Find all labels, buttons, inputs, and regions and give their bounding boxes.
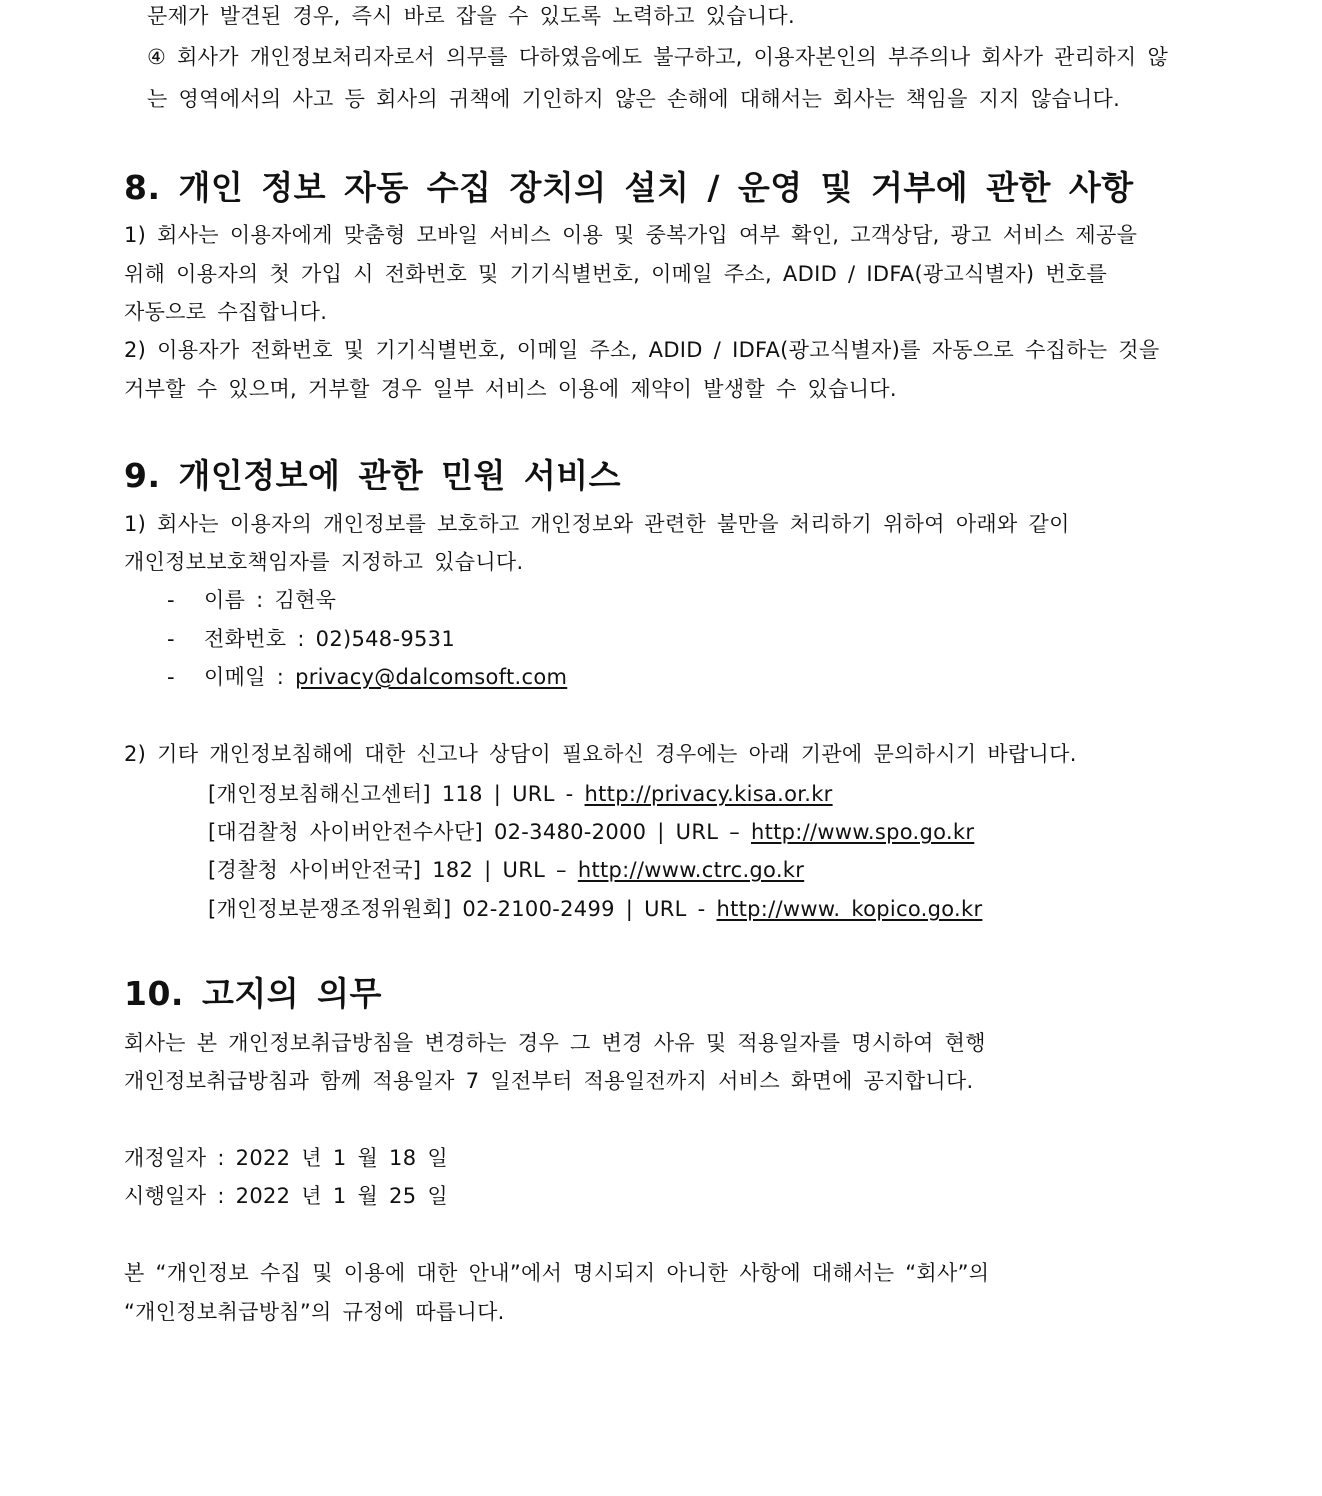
section10-line-1: 회사는 본 개인정보취급방침을 변경하는 경우 그 변경 사유 및 적용일자를 명시하여 현행 xyxy=(124,1031,986,1055)
section8-line-4: 2) 이용자가 전화번호 및 기기식별번호, 이메일 주소, ADID / IDFA(광고식별자)를 자동으로 수집하는 것을 xyxy=(124,338,1160,362)
section7-line-2: ④ 회사가 개인정보처리자로서 의무를 다하였음에도 불구하고, 이용자본인의 부주의나 회사가 관리하지 않 xyxy=(147,45,1169,69)
agency-label: [대검찰청 사이버안전수사단] 02-3480-2000 | URL – xyxy=(208,820,751,844)
section9-intro-line-2: 개인정보보호책임자를 지정하고 있습니다. xyxy=(124,550,524,574)
contact-phone: 전화번호 : 02)548-9531 xyxy=(204,627,455,651)
contact-email-label: 이메일 : xyxy=(204,665,296,689)
agency-label: [개인정보분쟁조정위원회] 02-2100-2499 | URL - xyxy=(208,897,717,921)
contact-email-link[interactable]: privacy@dalcomsoft.com xyxy=(295,665,568,689)
agency-url-link[interactable]: http://www. kopico.go.kr xyxy=(716,897,983,921)
section9-title: 9. 개인정보에 관한 민원 서비스 xyxy=(124,456,621,495)
section8-line-2: 위해 이용자의 첫 가입 시 전화번호 및 기기식별번호, 이메일 주소, ADID / IDFA(광고식별자) 번호를 xyxy=(124,262,1108,286)
section9-intro-line-1: 1) 회사는 이용자의 개인정보를 보호하고 개인정보와 관련한 불만을 처리하기 위하여 아래와 같이 xyxy=(124,512,1070,536)
section8-line-1: 1) 회사는 이용자에게 맞춤형 모바일 서비스 이용 및 중복가입 여부 확인, 고객상담, 광고 서비스 제공을 xyxy=(124,223,1138,247)
agency-label: [경찰청 사이버안전국] 182 | URL – xyxy=(208,858,578,882)
section10-line-2: 개인정보취급방침과 함께 적용일자 7 일전부터 적용일전까지 서비스 화면에 공지합니다. xyxy=(124,1069,974,1093)
revised-date: 개정일자 : 2022 년 1 월 18 일 xyxy=(124,1146,448,1170)
bullet-dash: - xyxy=(167,588,175,612)
agency-label: [개인정보침해신고센터] 118 | URL - xyxy=(208,782,585,806)
section8-line-3: 자동으로 수집합니다. xyxy=(124,300,328,324)
effective-date: 시행일자 : 2022 년 1 월 25 일 xyxy=(124,1184,448,1208)
contact-email-row xyxy=(204,662,567,692)
contact-name: 이름 : 김현욱 xyxy=(204,588,337,612)
bullet-dash: - xyxy=(167,665,175,689)
section7-line-3: 는 영역에서의 사고 등 회사의 귀책에 기인하지 않은 손해에 대해서는 회사는 책임을 지지 않습니다. xyxy=(147,87,1121,111)
agency-row xyxy=(208,894,982,924)
section9-other-intro: 2) 기타 개인정보침해에 대한 신고나 상담이 필요하신 경우에는 아래 기관에 문의하시기 바랍니다. xyxy=(124,742,1077,766)
closing-line-1: 본 “개인정보 수집 및 이용에 대한 안내”에서 명시되지 아니한 사항에 대해서는 “회사”의 xyxy=(124,1261,990,1285)
agency-row xyxy=(208,779,833,809)
agency-row xyxy=(208,855,804,885)
agency-row xyxy=(208,817,974,847)
agency-url-link[interactable]: http://privacy.kisa.or.kr xyxy=(584,782,833,806)
bullet-dash: - xyxy=(167,627,175,651)
section8-title: 8. 개인 정보 자동 수집 장치의 설치 / 운영 및 거부에 관한 사항 xyxy=(124,168,1134,207)
closing-line-2: “개인정보취급방침”의 규정에 따릅니다. xyxy=(124,1300,505,1324)
agency-url-link[interactable]: http://www.ctrc.go.kr xyxy=(577,858,805,882)
agency-url-link[interactable]: http://www.spo.go.kr xyxy=(750,820,975,844)
section7-line-1: 문제가 발견된 경우, 즉시 바로 잡을 수 있도록 노력하고 있습니다. xyxy=(147,4,795,28)
section10-title: 10. 고지의 의무 xyxy=(124,974,382,1013)
section8-line-5: 거부할 수 있으며, 거부할 경우 일부 서비스 이용에 제약이 발생할 수 있습니다. xyxy=(124,377,897,401)
